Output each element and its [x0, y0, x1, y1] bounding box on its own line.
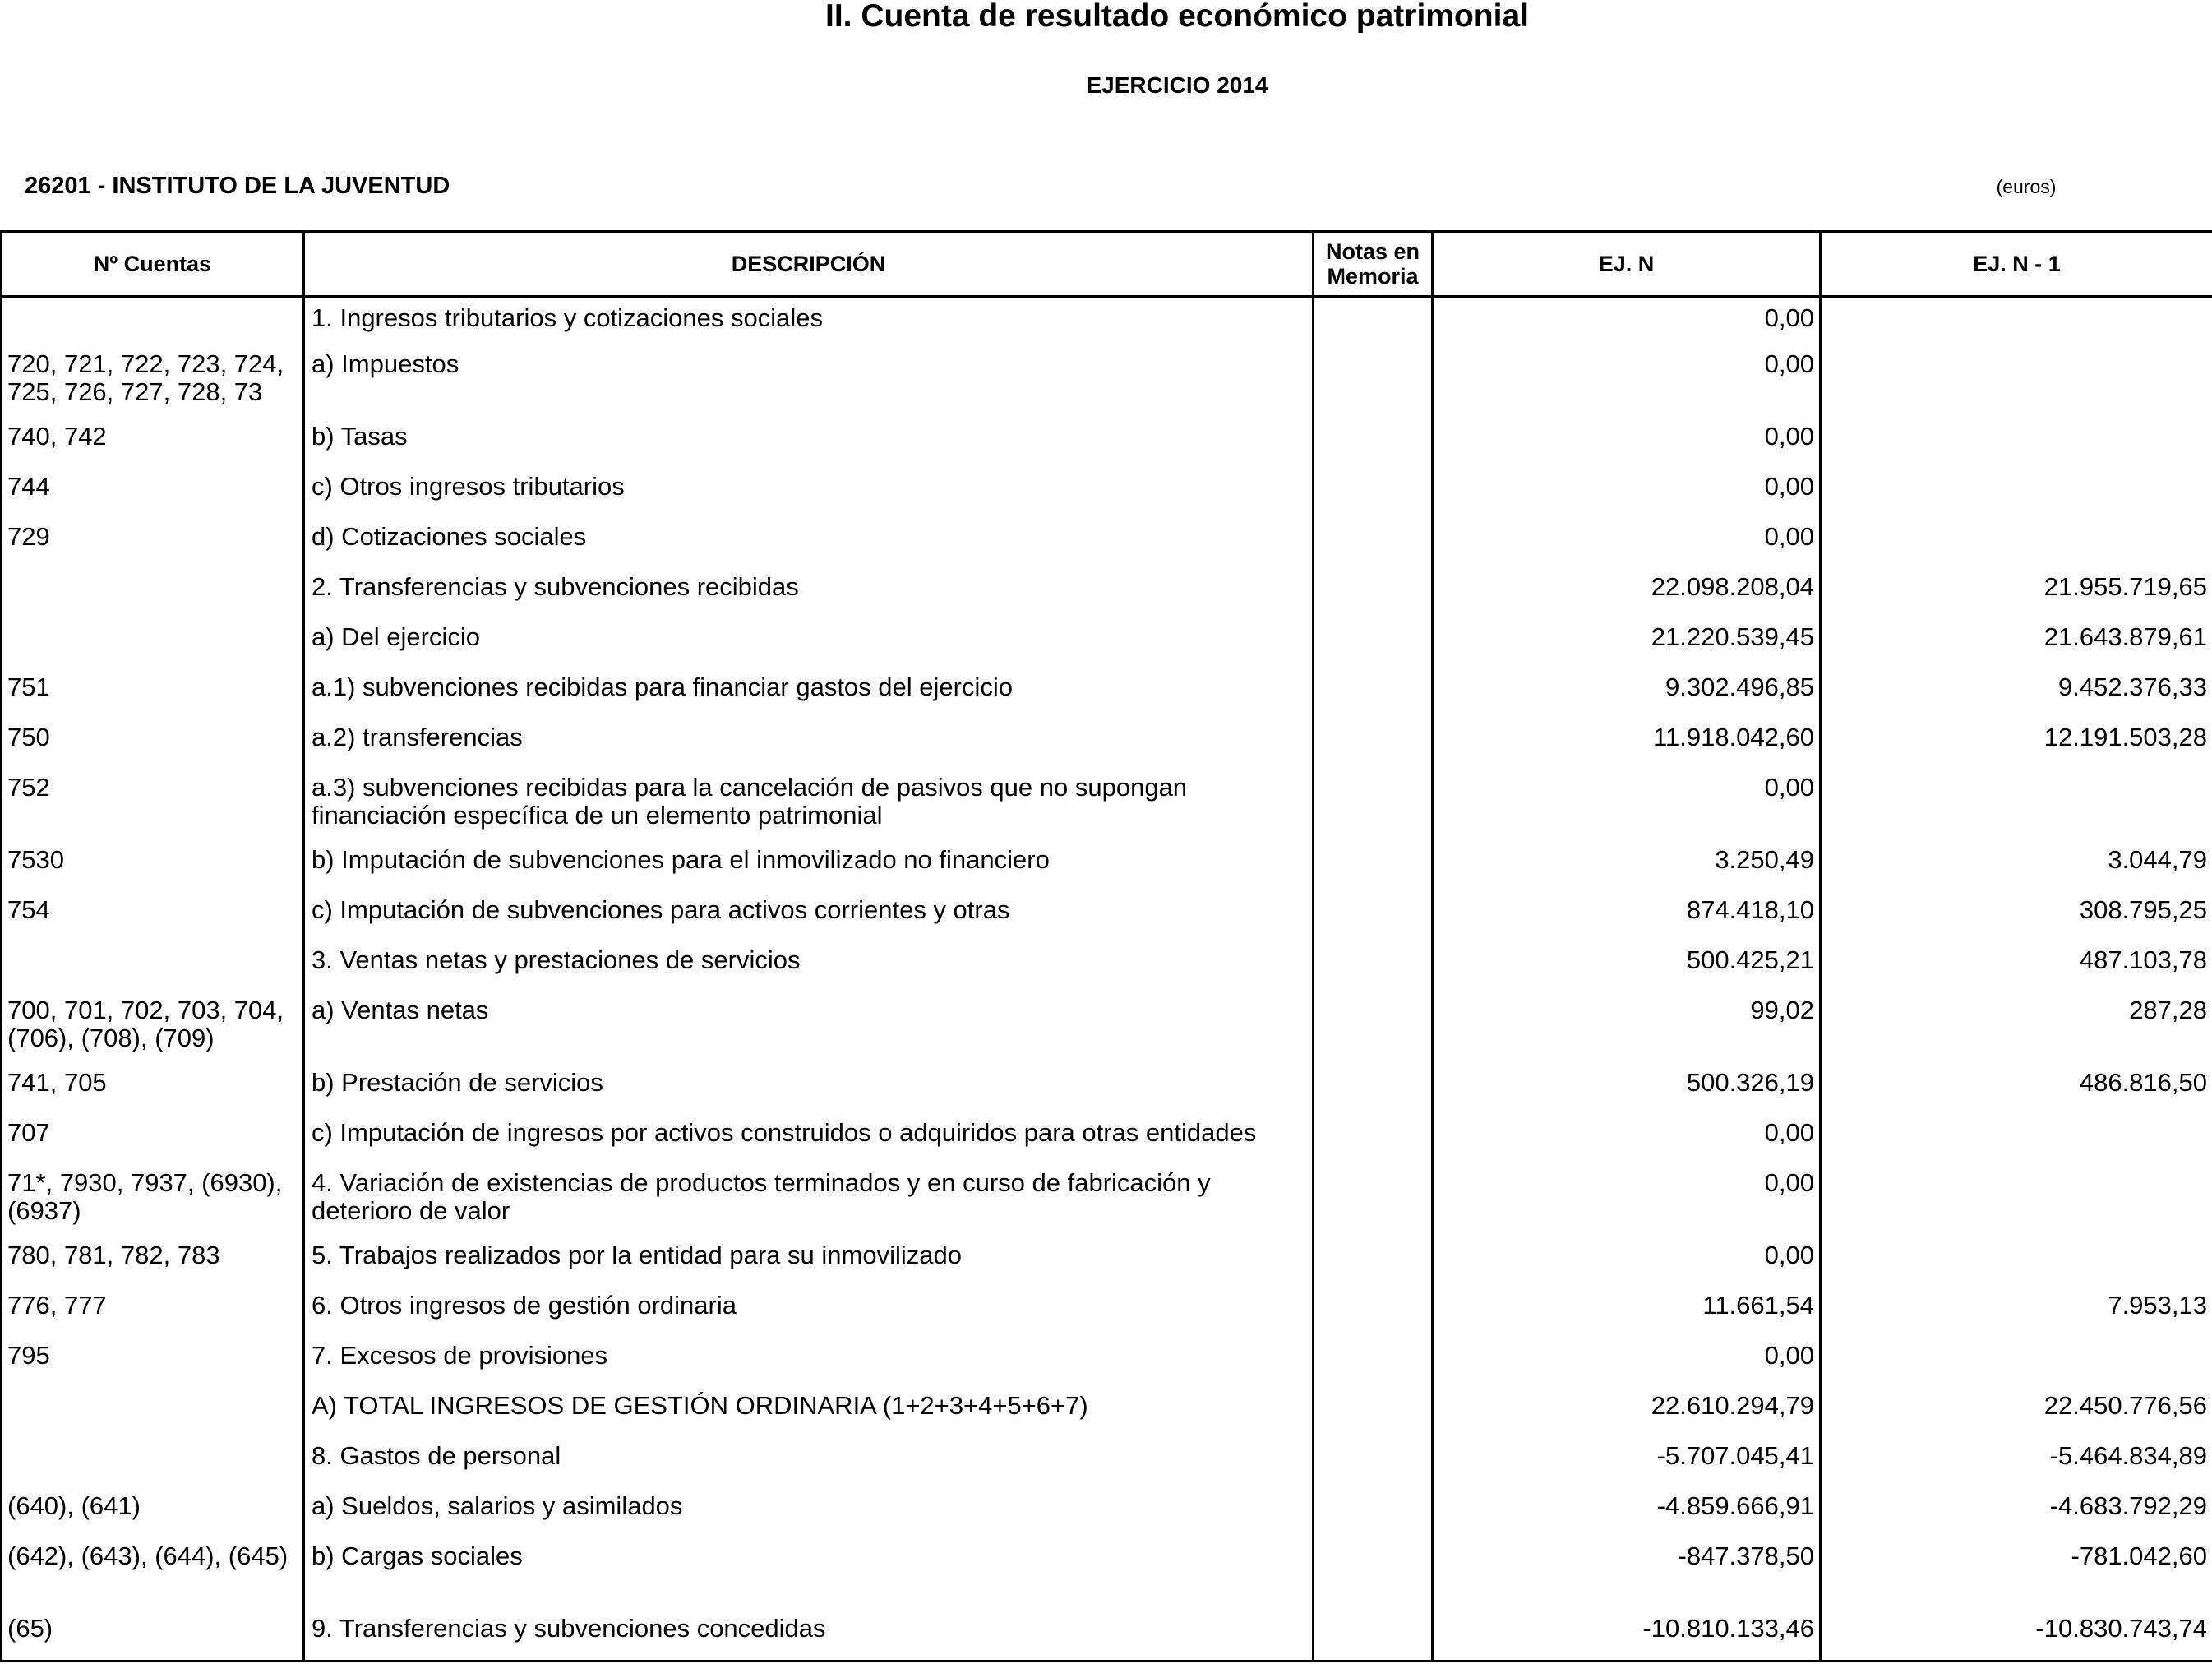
cell-accounts: [2, 297, 304, 347]
cell-previous-year: [1821, 419, 2212, 469]
cell-notes: [1314, 1238, 1433, 1288]
cell-notes: [1314, 1116, 1433, 1166]
cell-description: a.1) subvenciones recibidas para financiar gastos del ejercicio: [304, 670, 1314, 720]
cell-previous-year: 486.816,50: [1821, 1065, 2212, 1116]
cell-notes: [1314, 347, 1433, 419]
cell-description: b) Tasas: [304, 419, 1314, 469]
cell-previous-year: 21.643.879,61: [1821, 620, 2212, 670]
cell-description: a.2) transferencias: [304, 720, 1314, 770]
cell-notes: [1314, 1611, 1433, 1662]
cell-current-year: 99,02: [1433, 993, 1821, 1065]
table-row: [2, 843, 2212, 893]
cell-description: c) Imputación de subvenciones para activos corrientes y otras: [304, 893, 1314, 943]
cell-current-year: -4.859.666,91: [1433, 1489, 1821, 1539]
cell-current-year: 0,00: [1433, 1116, 1821, 1166]
cell-previous-year: 12.191.503,28: [1821, 720, 2212, 770]
cell-current-year: 9.302.496,85: [1433, 670, 1821, 720]
column-header-accounts: Nº Cuentas: [2, 232, 304, 297]
cell-current-year: -847.378,50: [1433, 1539, 1821, 1611]
cell-notes: [1314, 1389, 1433, 1439]
cell-accounts: 752: [2, 770, 304, 843]
cell-previous-year: -4.683.792,29: [1821, 1489, 2212, 1539]
column-header-notes-label: Notas en Memoria: [1325, 239, 1420, 289]
cell-previous-year: 9.452.376,33: [1821, 670, 2212, 720]
cell-previous-year: [1821, 520, 2212, 570]
table-row: [2, 297, 2212, 347]
table-row: [2, 469, 2212, 520]
table-row: [2, 520, 2212, 570]
cell-previous-year: 7.953,13: [1821, 1288, 2212, 1338]
cell-current-year: 0,00: [1433, 1338, 1821, 1389]
entity-name: 26201 - INSTITUTO DE LA JUVENTUD: [25, 173, 450, 199]
cell-current-year: 0,00: [1433, 1238, 1821, 1288]
cell-current-year: 874.418,10: [1433, 893, 1821, 943]
cell-previous-year: 487.103,78: [1821, 943, 2212, 993]
cell-description: d) Cotizaciones sociales: [304, 520, 1314, 570]
income-statement-table: [0, 230, 2212, 1662]
cell-notes: [1314, 570, 1433, 620]
cell-previous-year: [1821, 770, 2212, 843]
table-row: [2, 570, 2212, 620]
cell-description: 5. Trabajos realizados por la entidad para su inmovilizado: [304, 1238, 1314, 1288]
cell-previous-year: -10.830.743,74: [1821, 1611, 2212, 1662]
cell-description: c) Otros ingresos tributarios: [304, 469, 1314, 520]
cell-current-year: 0,00: [1433, 419, 1821, 469]
table-row: [2, 993, 2212, 1065]
cell-description: a) Impuestos: [304, 347, 1314, 419]
cell-accounts: [2, 943, 304, 993]
cell-description: b) Cargas sociales: [304, 1539, 1314, 1611]
table-row: [2, 1338, 2212, 1389]
cell-previous-year: -781.042,60: [1821, 1539, 2212, 1611]
cell-notes: [1314, 943, 1433, 993]
table-row: [2, 943, 2212, 993]
cell-accounts: 780, 781, 782, 783: [2, 1238, 304, 1288]
cell-current-year: 3.250,49: [1433, 843, 1821, 893]
cell-description: a) Del ejercicio: [304, 620, 1314, 670]
cell-previous-year: 21.955.719,65: [1821, 570, 2212, 620]
cell-accounts: 71*, 7930, 7937, (6930), (6937): [2, 1166, 304, 1238]
cell-notes: [1314, 419, 1433, 469]
cell-accounts: (640), (641): [2, 1489, 304, 1539]
cell-description: A) TOTAL INGRESOS DE GESTIÓN ORDINARIA (1+2+3+4+5+6+7): [304, 1389, 1314, 1439]
cell-current-year: 11.918.042,60: [1433, 720, 1821, 770]
cell-description: 6. Otros ingresos de gestión ordinaria: [304, 1288, 1314, 1338]
cell-current-year: 0,00: [1433, 520, 1821, 570]
cell-current-year: 0,00: [1433, 469, 1821, 520]
cell-notes: [1314, 670, 1433, 720]
cell-accounts: 776, 777: [2, 1288, 304, 1338]
cell-previous-year: 287,28: [1821, 993, 2212, 1065]
cell-previous-year: [1821, 1166, 2212, 1238]
cell-description: a) Ventas netas: [304, 993, 1314, 1065]
cell-notes: [1314, 1489, 1433, 1539]
cell-accounts: [2, 1389, 304, 1439]
cell-current-year: 22.610.294,79: [1433, 1389, 1821, 1439]
page-title: II. Cuenta de resultado económico patrimonial: [825, 0, 1529, 34]
cell-previous-year: -5.464.834,89: [1821, 1439, 2212, 1489]
cell-accounts: 720, 721, 722, 723, 724, 725, 726, 727, 728, 73: [2, 347, 304, 419]
cell-description: 4. Variación de existencias de productos terminados y en curso de fabricación y deterioro de valor: [304, 1166, 1314, 1238]
cell-current-year: 11.661,54: [1433, 1288, 1821, 1338]
cell-accounts: 795: [2, 1338, 304, 1389]
cell-current-year: 0,00: [1433, 1166, 1821, 1238]
cell-accounts: 729: [2, 520, 304, 570]
cell-notes: [1314, 1166, 1433, 1238]
cell-current-year: 500.326,19: [1433, 1065, 1821, 1116]
cell-previous-year: [1821, 347, 2212, 419]
table-row: [2, 620, 2212, 670]
column-header-notes: [1314, 232, 1433, 297]
cell-accounts: (642), (643), (644), (645): [2, 1539, 304, 1611]
cell-description: 3. Ventas netas y prestaciones de servicios: [304, 943, 1314, 993]
cell-description: 7. Excesos de provisiones: [304, 1338, 1314, 1389]
cell-current-year: 0,00: [1433, 347, 1821, 419]
table-row: [2, 1065, 2212, 1116]
table-row: [2, 419, 2212, 469]
cell-notes: [1314, 620, 1433, 670]
cell-accounts: 741, 705: [2, 1065, 304, 1116]
table-row: [2, 770, 2212, 843]
cell-accounts: 751: [2, 670, 304, 720]
cell-previous-year: [1821, 469, 2212, 520]
cell-description: a) Sueldos, salarios y asimilados: [304, 1489, 1314, 1539]
cell-notes: [1314, 843, 1433, 893]
cell-description: a.3) subvenciones recibidas para la cancelación de pasivos que no supongan financiación específica de un elemento patrimonial: [304, 770, 1314, 843]
cell-current-year: -5.707.045,41: [1433, 1439, 1821, 1489]
cell-description: 2. Transferencias y subvenciones recibidas: [304, 570, 1314, 620]
cell-notes: [1314, 1439, 1433, 1489]
cell-current-year: 500.425,21: [1433, 943, 1821, 993]
cell-description: 9. Transferencias y subvenciones concedidas: [304, 1611, 1314, 1662]
cell-current-year: -10.810.133,46: [1433, 1611, 1821, 1662]
cell-accounts: 750: [2, 720, 304, 770]
cell-notes: [1314, 720, 1433, 770]
cell-accounts: 707: [2, 1116, 304, 1166]
cell-notes: [1314, 770, 1433, 843]
cell-notes: [1314, 520, 1433, 570]
currency-units: (euros): [1996, 176, 2057, 197]
cell-accounts: [2, 1439, 304, 1489]
table-row: [2, 1539, 2212, 1611]
cell-accounts: 744: [2, 469, 304, 520]
cell-notes: [1314, 1288, 1433, 1338]
cell-description: c) Imputación de ingresos por activos construidos o adquiridos para otras entidades: [304, 1116, 1314, 1166]
cell-accounts: [2, 570, 304, 620]
cell-accounts: 740, 742: [2, 419, 304, 469]
cell-previous-year: [1821, 1338, 2212, 1389]
table-row: [2, 1116, 2212, 1166]
cell-accounts: [2, 620, 304, 670]
table-row: [2, 1489, 2212, 1539]
table-row: [2, 1439, 2212, 1489]
table-row: [2, 670, 2212, 720]
cell-notes: [1314, 1539, 1433, 1611]
cell-previous-year: [1821, 297, 2212, 347]
cell-previous-year: 308.795,25: [1821, 893, 2212, 943]
table-row: [2, 347, 2212, 419]
table-row: [2, 1288, 2212, 1338]
table-row: [2, 1389, 2212, 1439]
cell-description: 8. Gastos de personal: [304, 1439, 1314, 1489]
cell-current-year: 21.220.539,45: [1433, 620, 1821, 670]
cell-notes: [1314, 297, 1433, 347]
table-row: [2, 1611, 2212, 1662]
cell-accounts: (65): [2, 1611, 304, 1662]
cell-previous-year: [1821, 1116, 2212, 1166]
cell-notes: [1314, 1338, 1433, 1389]
cell-previous-year: [1821, 1238, 2212, 1288]
cell-accounts: 7530: [2, 843, 304, 893]
cell-notes: [1314, 993, 1433, 1065]
table-row: [2, 1238, 2212, 1288]
cell-previous-year: 3.044,79: [1821, 843, 2212, 893]
cell-current-year: 22.098.208,04: [1433, 570, 1821, 620]
cell-notes: [1314, 1065, 1433, 1116]
cell-notes: [1314, 469, 1433, 520]
table-row: [2, 720, 2212, 770]
cell-previous-year: 22.450.776,56: [1821, 1389, 2212, 1439]
cell-current-year: 0,00: [1433, 770, 1821, 843]
column-header-current-year: EJ. N: [1433, 232, 1821, 297]
cell-description: b) Prestación de servicios: [304, 1065, 1314, 1116]
cell-accounts: 754: [2, 893, 304, 943]
cell-accounts: 700, 701, 702, 703, 704, (706), (708), (709): [2, 993, 304, 1065]
table-header-row: [2, 232, 2212, 297]
cell-current-year: 0,00: [1433, 297, 1821, 347]
cell-description: b) Imputación de subvenciones para el inmovilizado no financiero: [304, 843, 1314, 893]
table-row: [2, 893, 2212, 943]
cell-description: 1. Ingresos tributarios y cotizaciones sociales: [304, 297, 1314, 347]
table-body: [2, 297, 2212, 1662]
table-row: [2, 1166, 2212, 1238]
column-header-description: DESCRIPCIÓN: [304, 232, 1314, 297]
fiscal-year-subtitle: EJERCICIO 2014: [1086, 72, 1268, 98]
cell-notes: [1314, 893, 1433, 943]
column-header-previous-year: EJ. N - 1: [1821, 232, 2212, 297]
